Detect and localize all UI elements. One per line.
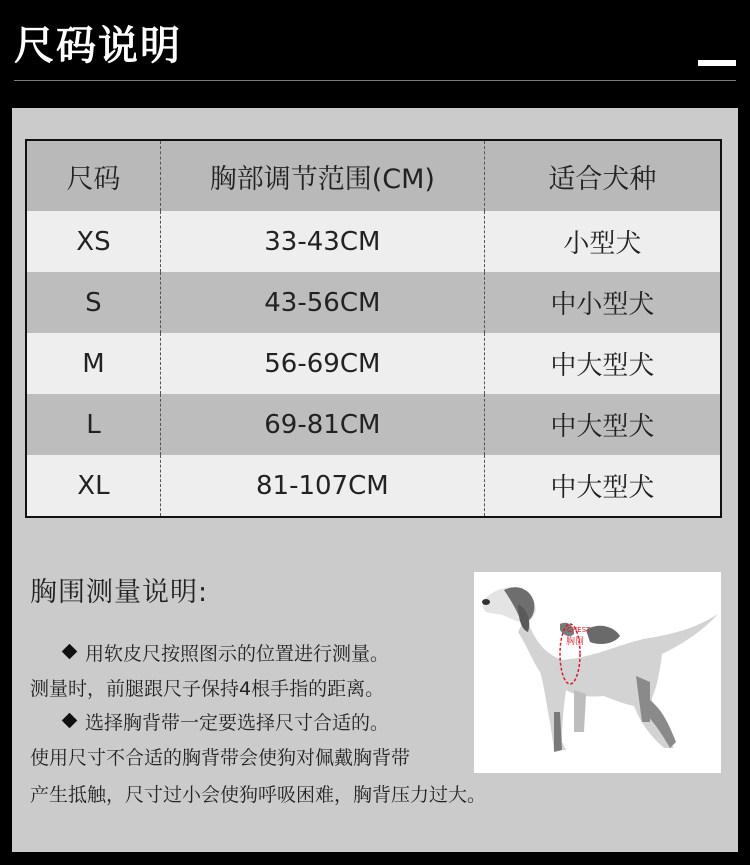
breed-cell: 小型犬: [484, 211, 721, 272]
chest-label-cn: 胸围: [566, 637, 585, 647]
header-dash: [698, 60, 736, 66]
breed-cell: 中小型犬: [484, 272, 721, 333]
column-header-chest-range: 胸部调节范围(CM): [160, 140, 484, 211]
chest-range-cell: 69-81CM: [160, 394, 484, 455]
column-header-size: 尺码: [26, 140, 160, 211]
measure-title: 胸围测量说明:: [30, 577, 209, 608]
instruction-line-3: [64, 708, 389, 735]
table-row: [26, 272, 721, 333]
diamond-bullet-icon: [62, 713, 78, 729]
size-cell: S: [26, 272, 160, 333]
chest-range-cell: 81-107CM: [160, 455, 484, 517]
instruction-text: 选择胸背带一定要选择尺寸合适的。: [85, 712, 390, 734]
content-panel: [12, 108, 738, 852]
dog-measure-icon: [474, 572, 721, 773]
instruction-line-4: 使用尺寸不合适的胸背带会使狗对佩戴胸背带: [30, 747, 411, 769]
table-row: [26, 394, 721, 455]
instruction-text: 用软皮尺按照图示的位置进行测量。: [85, 643, 390, 665]
size-cell: L: [26, 394, 160, 455]
breed-cell: 中大型犬: [484, 394, 721, 455]
chest-range-cell: 33-43CM: [160, 211, 484, 272]
instruction-line-5: 产生抵触，尺寸过小会使狗呼吸困难，胸背压力过大。: [30, 784, 487, 806]
table-row: [26, 333, 721, 394]
table-row: [26, 455, 721, 517]
page-title: 尺码说明: [14, 23, 182, 69]
dog-illustration: [474, 572, 721, 773]
instruction-line-1: [64, 639, 389, 666]
table-row: [26, 211, 721, 272]
size-cell: M: [26, 333, 160, 394]
size-cell: XS: [26, 211, 160, 272]
breed-cell: 中大型犬: [484, 333, 721, 394]
breed-cell: 中大型犬: [484, 455, 721, 517]
size-table: [25, 139, 722, 518]
table-header-row: [26, 140, 721, 211]
chest-range-cell: 43-56CM: [160, 272, 484, 333]
column-header-breed: 适合犬种: [484, 140, 721, 211]
instruction-line-2: 测量时，前腿跟尺子保持4根手指的距离。: [30, 678, 385, 700]
diamond-bullet-icon: [62, 644, 78, 660]
size-cell: XL: [26, 455, 160, 517]
chest-label-en: CHEST: [567, 626, 591, 634]
header-divider: [14, 80, 736, 81]
chest-range-cell: 56-69CM: [160, 333, 484, 394]
